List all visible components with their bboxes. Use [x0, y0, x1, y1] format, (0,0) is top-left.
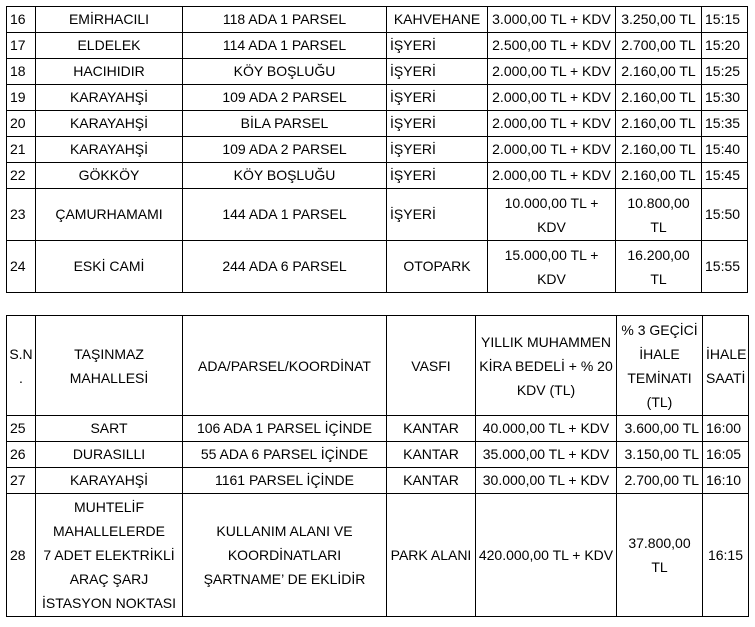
neighborhood-cell: KARAYAHŞİ	[36, 111, 183, 137]
rent-cell: 10.000,00 TL + KDV	[488, 189, 616, 241]
neighborhood-cell: ELDELEK	[36, 33, 183, 59]
parcel-cell: 144 ADA 1 PARSEL	[183, 189, 387, 241]
table-row	[7, 59, 748, 85]
property-type-cell: KANTAR	[387, 442, 476, 468]
rent-cell: 30.000,00 TL + KDV	[476, 468, 617, 494]
table-row	[7, 442, 749, 468]
table-row	[7, 163, 748, 189]
neighborhood-cell: KARAYAHŞİ	[36, 85, 183, 111]
table-row	[7, 85, 748, 111]
table-header-row	[7, 316, 749, 416]
property-type-cell: İŞYERİ	[387, 163, 488, 189]
deposit-cell: 10.800,00 TL	[616, 189, 702, 241]
row-number: 22	[7, 163, 36, 189]
auction-table-lower	[6, 315, 749, 617]
header-time: İHALE SAATİ	[703, 316, 749, 416]
row-number: 28	[7, 494, 36, 617]
property-type-cell: İŞYERİ	[387, 59, 488, 85]
row-number: 25	[7, 416, 36, 442]
deposit-cell: 2.160,00 TL	[616, 137, 702, 163]
neighborhood-cell: MUHTELİF MAHALLELERDE 7 ADET ELEKTRİKLİ ARAÇ ŞARJ İSTASYON NOKTASI	[36, 494, 183, 617]
time-cell: 16:10	[703, 468, 749, 494]
parcel-cell: KULLANIM ALANI VE KOORDİNATLARI ŞARTNAME’ DE EKLİDİR	[183, 494, 387, 617]
header-deposit: % 3 GEÇİCİ İHALE TEMİNATI (TL)	[617, 316, 703, 416]
table-row	[7, 111, 748, 137]
rent-cell: 2.000,00 TL + KDV	[488, 137, 616, 163]
row-number: 19	[7, 85, 36, 111]
rent-cell: 2.000,00 TL + KDV	[488, 163, 616, 189]
property-type-cell: İŞYERİ	[387, 111, 488, 137]
rent-cell: 420.000,00 TL + KDV	[476, 494, 617, 617]
header-neighborhood: TAŞINMAZ MAHALLESİ	[36, 316, 183, 416]
rent-cell: 2.000,00 TL + KDV	[488, 111, 616, 137]
rent-cell: 15.000,00 TL + KDV	[488, 241, 616, 293]
time-cell: 15:30	[702, 85, 748, 111]
neighborhood-cell: EMİRHACILI	[36, 7, 183, 33]
neighborhood-cell: SART	[36, 416, 183, 442]
property-type-cell: İŞYERİ	[387, 189, 488, 241]
table-row	[7, 189, 748, 241]
deposit-cell: 2.700,00 TL	[616, 33, 702, 59]
deposit-cell: 16.200,00 TL	[616, 241, 702, 293]
property-type-cell: KANTAR	[387, 416, 476, 442]
row-number: 27	[7, 468, 36, 494]
property-type-cell: İŞYERİ	[387, 137, 488, 163]
time-cell: 15:35	[702, 111, 748, 137]
time-cell: 15:45	[702, 163, 748, 189]
time-cell: 16:00	[703, 416, 749, 442]
deposit-cell: 2.700,00 TL	[617, 468, 703, 494]
time-cell: 16:05	[703, 442, 749, 468]
parcel-cell: 118 ADA 1 PARSEL	[183, 7, 387, 33]
property-type-cell: KANTAR	[387, 468, 476, 494]
table-row	[7, 494, 749, 617]
rent-cell: 2.000,00 TL + KDV	[488, 59, 616, 85]
table-row	[7, 33, 748, 59]
deposit-cell: 2.160,00 TL	[616, 163, 702, 189]
row-number: 24	[7, 241, 36, 293]
neighborhood-cell: KARAYAHŞİ	[36, 468, 183, 494]
neighborhood-cell: GÖKKÖY	[36, 163, 183, 189]
neighborhood-cell: DURASILLI	[36, 442, 183, 468]
table-row	[7, 7, 748, 33]
time-cell: 15:40	[702, 137, 748, 163]
header-rent: YILLIK MUHAMMEN KİRA BEDELİ + % 20 KDV (TL)	[476, 316, 617, 416]
row-number: 20	[7, 111, 36, 137]
auction-table-upper	[6, 6, 748, 293]
table-row	[7, 241, 748, 293]
row-number: 21	[7, 137, 36, 163]
deposit-cell: 3.150,00 TL	[617, 442, 703, 468]
neighborhood-cell: HACIHIDIR	[36, 59, 183, 85]
row-number: 18	[7, 59, 36, 85]
property-type-cell: KAHVEHANE	[387, 7, 488, 33]
property-type-cell: OTOPARK	[387, 241, 488, 293]
header-row-number: S.N .	[7, 316, 36, 416]
deposit-cell: 2.160,00 TL	[616, 111, 702, 137]
parcel-cell: KÖY BOŞLUĞU	[183, 163, 387, 189]
parcel-cell: KÖY BOŞLUĞU	[183, 59, 387, 85]
time-cell: 16:15	[703, 494, 749, 617]
rent-cell: 3.000,00 TL + KDV	[488, 7, 616, 33]
time-cell: 15:25	[702, 59, 748, 85]
parcel-cell: 1161 PARSEL İÇİNDE	[183, 468, 387, 494]
row-number: 26	[7, 442, 36, 468]
rent-cell: 35.000,00 TL + KDV	[476, 442, 617, 468]
property-type-cell: PARK ALANI	[387, 494, 476, 617]
deposit-cell: 2.160,00 TL	[616, 59, 702, 85]
parcel-cell: 114 ADA 1 PARSEL	[183, 33, 387, 59]
neighborhood-cell: ESKİ CAMİ	[36, 241, 183, 293]
header-property-type: VASFI	[387, 316, 476, 416]
parcel-cell: 244 ADA 6 PARSEL	[183, 241, 387, 293]
deposit-cell: 37.800,00 TL	[617, 494, 703, 617]
row-number: 23	[7, 189, 36, 241]
parcel-cell: 109 ADA 2 PARSEL	[183, 137, 387, 163]
rent-cell: 40.000,00 TL + KDV	[476, 416, 617, 442]
table-row	[7, 137, 748, 163]
rent-cell: 2.000,00 TL + KDV	[488, 85, 616, 111]
table-row	[7, 468, 749, 494]
deposit-cell: 3.600,00 TL	[617, 416, 703, 442]
parcel-cell: 106 ADA 1 PARSEL İÇİNDE	[183, 416, 387, 442]
header-parcel: ADA/PARSEL/KOORDİNAT	[183, 316, 387, 416]
row-number: 17	[7, 33, 36, 59]
parcel-cell: 109 ADA 2 PARSEL	[183, 85, 387, 111]
time-cell: 15:20	[702, 33, 748, 59]
property-type-cell: İŞYERİ	[387, 85, 488, 111]
property-type-cell: İŞYERİ	[387, 33, 488, 59]
time-cell: 15:50	[702, 189, 748, 241]
neighborhood-cell: ÇAMURHAMAMI	[36, 189, 183, 241]
time-cell: 15:55	[702, 241, 748, 293]
deposit-cell: 3.250,00 TL	[616, 7, 702, 33]
deposit-cell: 2.160,00 TL	[616, 85, 702, 111]
table-row	[7, 416, 749, 442]
rent-cell: 2.500,00 TL + KDV	[488, 33, 616, 59]
row-number: 16	[7, 7, 36, 33]
parcel-cell: BİLA PARSEL	[183, 111, 387, 137]
time-cell: 15:15	[702, 7, 748, 33]
neighborhood-cell: KARAYAHŞİ	[36, 137, 183, 163]
parcel-cell: 55 ADA 6 PARSEL İÇİNDE	[183, 442, 387, 468]
